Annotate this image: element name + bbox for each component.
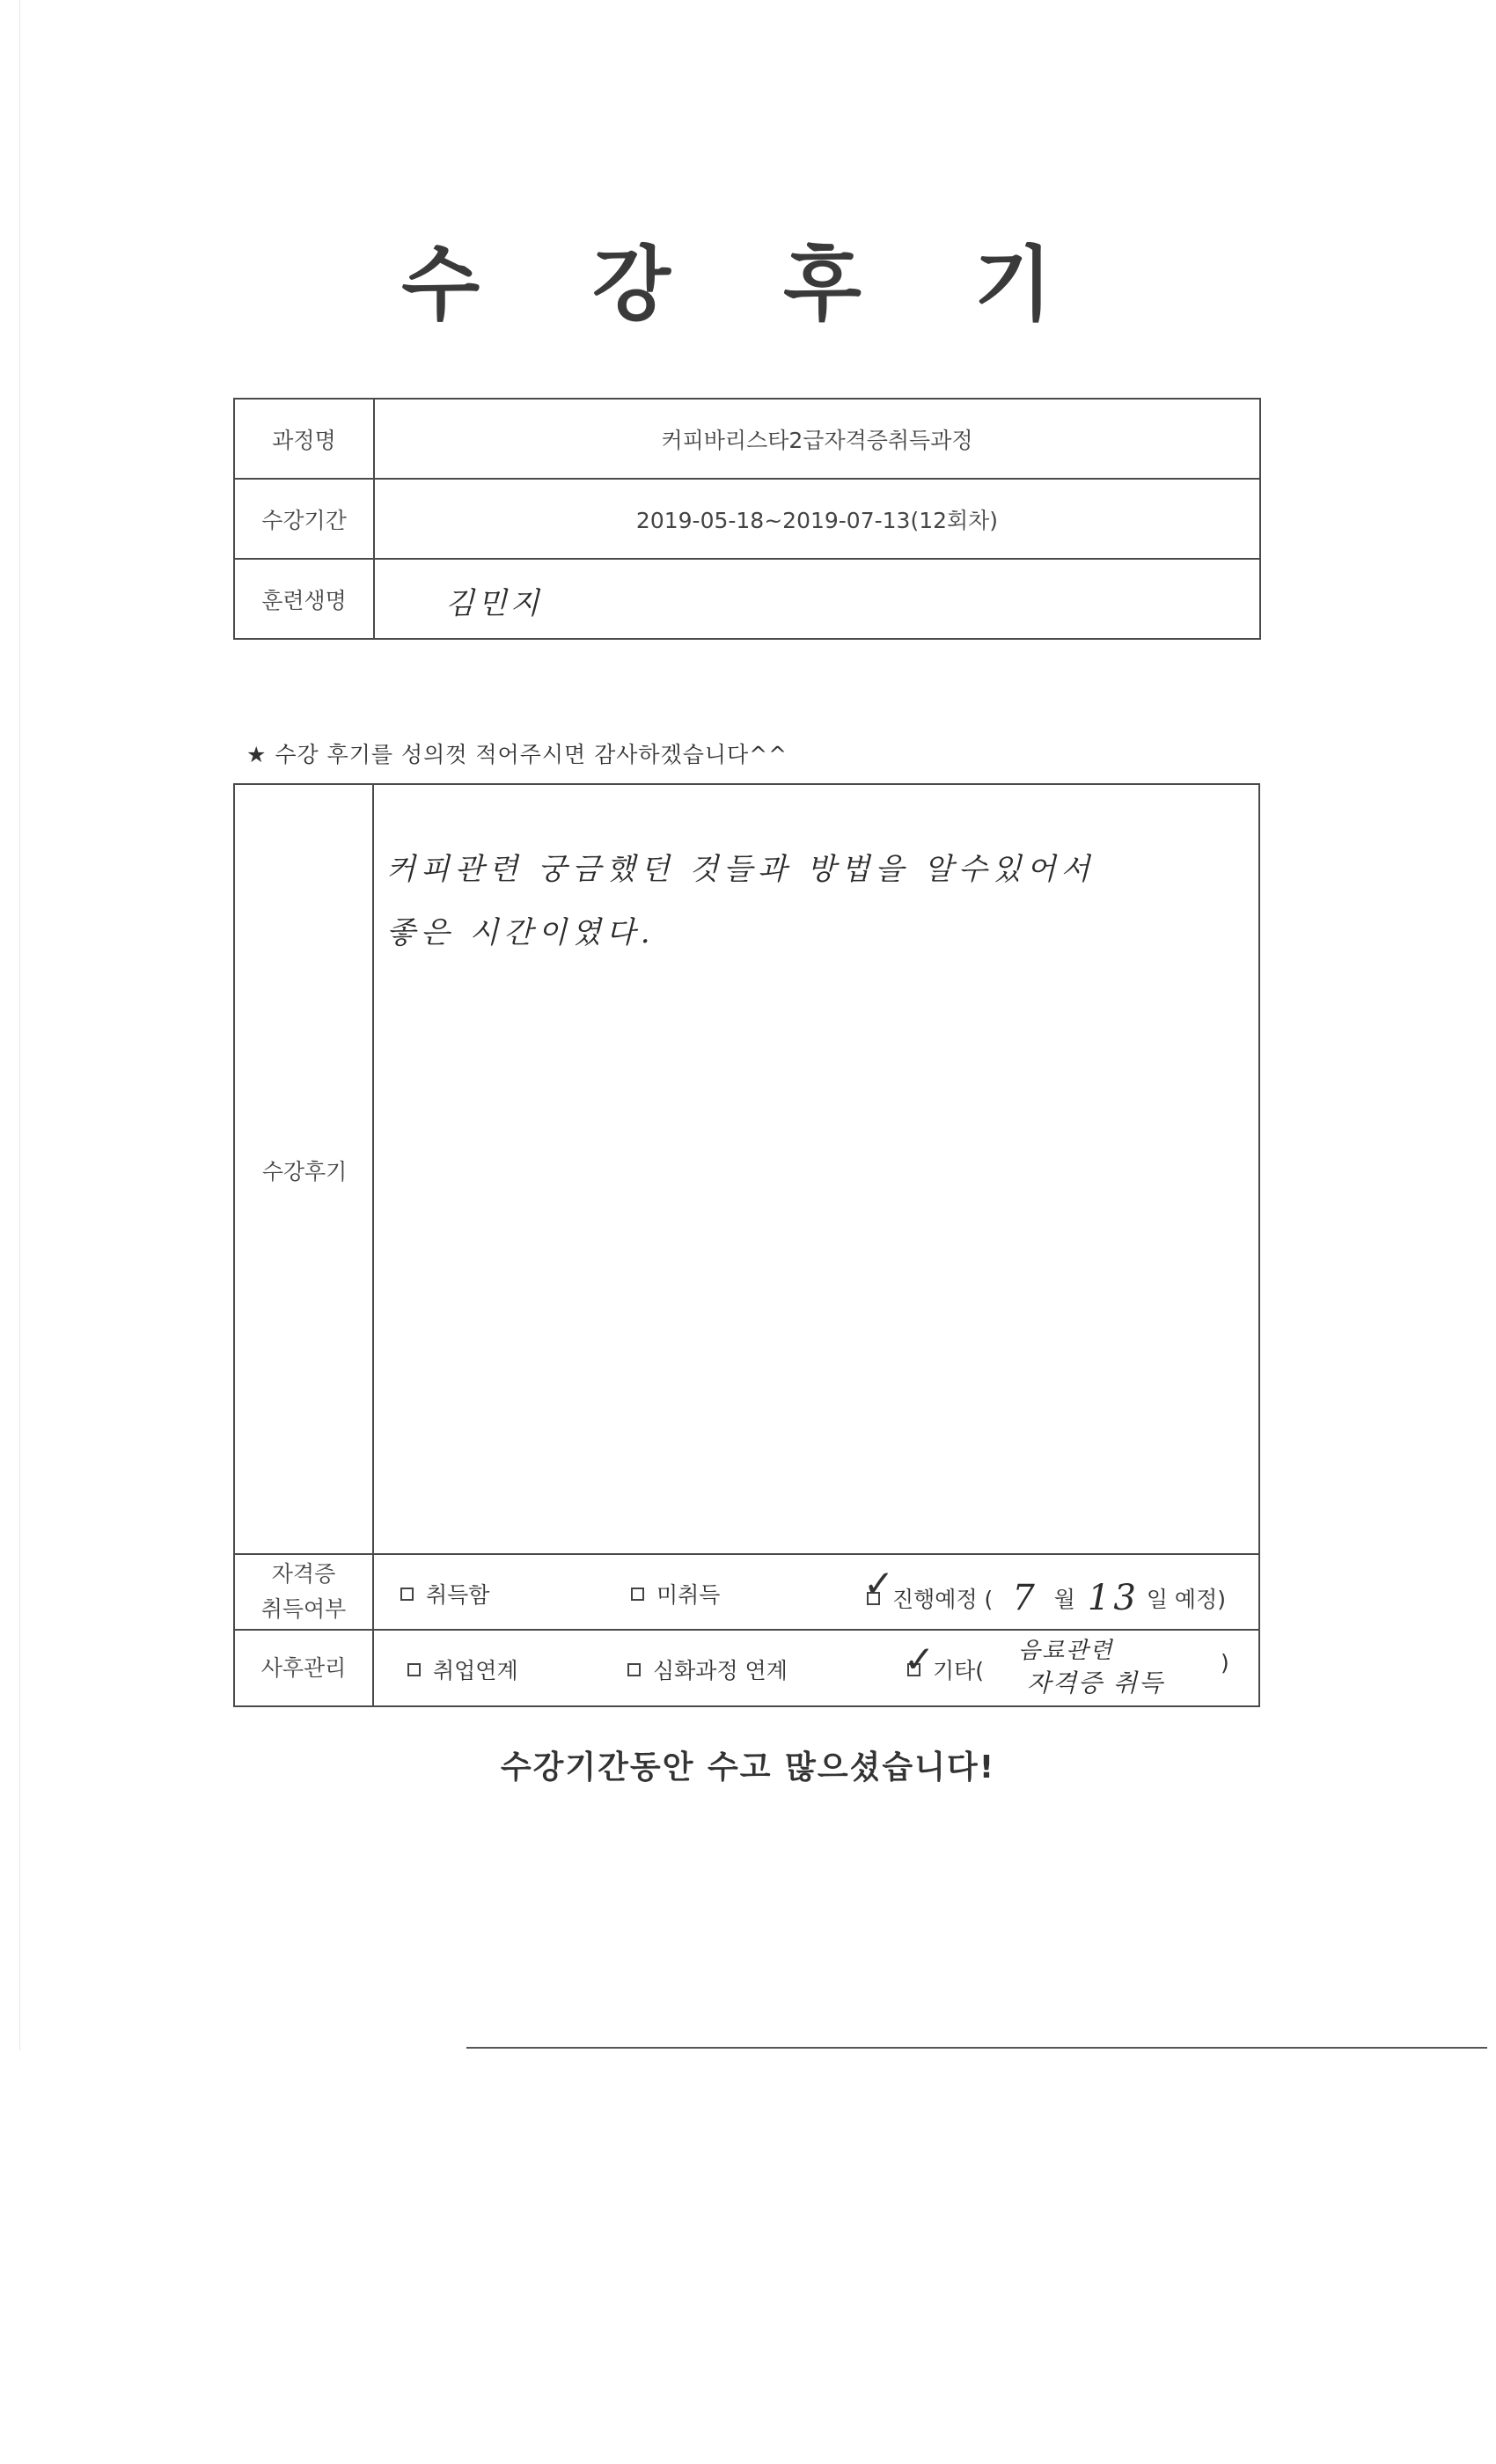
- option-not-acquired-label: 미취득: [656, 1582, 721, 1608]
- month-handwritten: 7: [1012, 1578, 1038, 1618]
- review-handwritten-line-1: 커피관련 궁금했던 것들과 방법을 알수있어서: [386, 852, 1096, 887]
- option-in-progress[interactable]: [867, 1578, 1226, 1618]
- trainee-name-label: 훈련생명: [234, 559, 374, 639]
- checkbox-advanced-course[interactable]: [627, 1663, 641, 1676]
- other-value-handwritten-line-1: 음료관련: [1018, 1638, 1114, 1664]
- month-unit: 월: [1053, 1587, 1075, 1612]
- checkbox-acquired[interactable]: [400, 1588, 414, 1601]
- checkbox-not-acquired[interactable]: [631, 1588, 644, 1601]
- checkmark-icon: ✓: [863, 1562, 895, 1605]
- checkbox-employment[interactable]: [407, 1663, 421, 1676]
- course-name-value: 커피바리스타2급자격증취득과정: [374, 399, 1260, 479]
- trainee-name-cell[interactable]: [374, 559, 1260, 639]
- review-label: 수강후기: [261, 1159, 348, 1184]
- option-advanced-course-label: 심화과정 연계: [653, 1658, 788, 1683]
- review-handwritten-line-2: 좋은 시간이였다.: [386, 915, 656, 950]
- instruction-note: ★ 수강 후기를 성의껏 적어주시면 감사하겠습니다^^: [246, 742, 788, 767]
- certificate-label-line-1: 자격증: [271, 1561, 336, 1587]
- certificate-label-line-2: 취득여부: [260, 1596, 347, 1622]
- table-row: [234, 479, 1260, 559]
- period-label: 수강기간: [234, 479, 374, 559]
- page-bottom-line: [466, 2047, 1487, 2049]
- aftercare-row: [235, 1631, 1258, 1705]
- option-acquired[interactable]: [400, 1578, 489, 1610]
- trainee-name-handwritten: 김민지: [445, 586, 543, 621]
- day-unit: 일 예정): [1146, 1587, 1226, 1612]
- option-employment[interactable]: [407, 1654, 518, 1685]
- closing-message: 수강기간동안 수고 많으셨습니다!: [500, 1749, 996, 1786]
- course-info-table: [233, 398, 1261, 640]
- other-close-paren: ): [1221, 1650, 1229, 1676]
- day-handwritten: 13: [1087, 1578, 1140, 1618]
- table-row: [234, 399, 1260, 479]
- document-title: 수 강 후 기: [401, 238, 1095, 332]
- option-employment-label: 취업연계: [433, 1658, 518, 1683]
- option-advanced-course[interactable]: [627, 1654, 788, 1685]
- table-row: [234, 559, 1260, 639]
- option-other-label: 기타(: [933, 1658, 985, 1683]
- other-value-handwritten-line-2: 자격증 취득: [1027, 1668, 1165, 1698]
- option-not-acquired[interactable]: [631, 1578, 720, 1610]
- certificate-row: [235, 1555, 1258, 1631]
- checkmark-icon: ✓: [904, 1638, 935, 1681]
- aftercare-label: 사후관리: [235, 1631, 374, 1705]
- course-name-label: 과정명: [234, 399, 374, 479]
- status-rows: [233, 1553, 1260, 1707]
- certificate-label: [235, 1555, 374, 1629]
- review-text-area[interactable]: [374, 785, 1258, 1551]
- period-value: 2019-05-18~2019-07-13(12회차): [374, 479, 1260, 559]
- option-in-progress-label: 진행예정 (: [892, 1587, 994, 1612]
- option-acquired-label: 취득함: [426, 1582, 490, 1608]
